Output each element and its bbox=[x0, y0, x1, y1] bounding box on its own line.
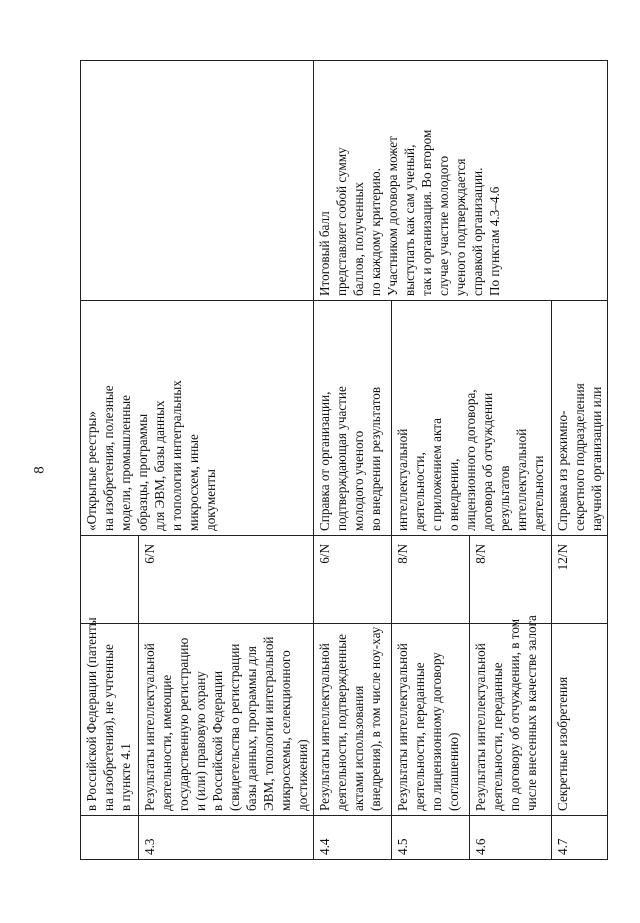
criterion-name: Результаты интеллектуальной деятельности, подтвержденные актами использования (внедрения), в том числе ноу-хау bbox=[314, 624, 392, 816]
criterion-name: Секретные изобретения bbox=[552, 624, 608, 816]
confirming-document: интеллектуальной деятельности, с приложением акта о внедрении, лицензионного договора, договора об отчуждении результатов интеллектуальной деятельности bbox=[392, 301, 552, 536]
confirming-document: Справка от организации, подтверждающая участие молодого ученого во внедрении результатов bbox=[314, 301, 392, 536]
table-row bbox=[81, 61, 139, 860]
score-cell: 12/N bbox=[552, 536, 608, 624]
note-cell bbox=[81, 61, 314, 301]
criterion-name: в Российской Федерации (патенты на изобретения), не учтенные в пункте 4.1 bbox=[81, 624, 139, 816]
row-number: 4.6 bbox=[470, 816, 552, 860]
page-number: 8 bbox=[31, 466, 48, 474]
score-cell bbox=[81, 536, 139, 624]
row-number: 4.5 bbox=[392, 816, 470, 860]
confirming-document: Справка из режимно- секретного подразделения научной организации или bbox=[552, 301, 608, 536]
confirming-document: «Открытые реестры» на изобретения, полезные модели, промышленные образцы, программы для ЭВМ, базы данных и топологии интегральных микросхем, иные документы bbox=[81, 301, 314, 536]
row-number: 4.3 bbox=[139, 816, 314, 860]
criterion-name: Результаты интеллектуальной деятельности, переданные по лицензионному договору (соглашению) bbox=[392, 624, 470, 816]
criterion-name: Результаты интеллектуальной деятельности, переданные по договору об отчуждении, в том числе внесенных в качестве залога bbox=[470, 624, 552, 816]
rotated-table-container bbox=[80, 60, 605, 860]
score-cell: 6/N bbox=[139, 536, 314, 624]
criteria-table bbox=[80, 60, 608, 860]
score-cell: 6/N bbox=[314, 536, 392, 624]
table-row bbox=[314, 61, 392, 860]
row-number: 4.4 bbox=[314, 816, 392, 860]
score-cell: 8/N bbox=[470, 536, 552, 624]
criterion-name: Результаты интеллектуальной деятельности, имеющие государственную регистрацию и (или) правовую охрану в Российской Федерации (свидетельства о регистрации базы данных, программы для ЭВМ, топологии интегральной микросхемы, селекционного достижения) bbox=[139, 624, 314, 816]
row-number bbox=[81, 816, 139, 860]
score-cell: 8/N bbox=[392, 536, 470, 624]
note-cell: Итоговый балл представляет собой сумму баллов, полученных по каждому критерию. Участником договора может выступать как сам ученый, так и организация. Во втором случае участие молодого ученого подтверждается справкой организации. По пунктам 4.3–4.6 bbox=[314, 61, 608, 301]
row-number: 4.7 bbox=[552, 816, 608, 860]
